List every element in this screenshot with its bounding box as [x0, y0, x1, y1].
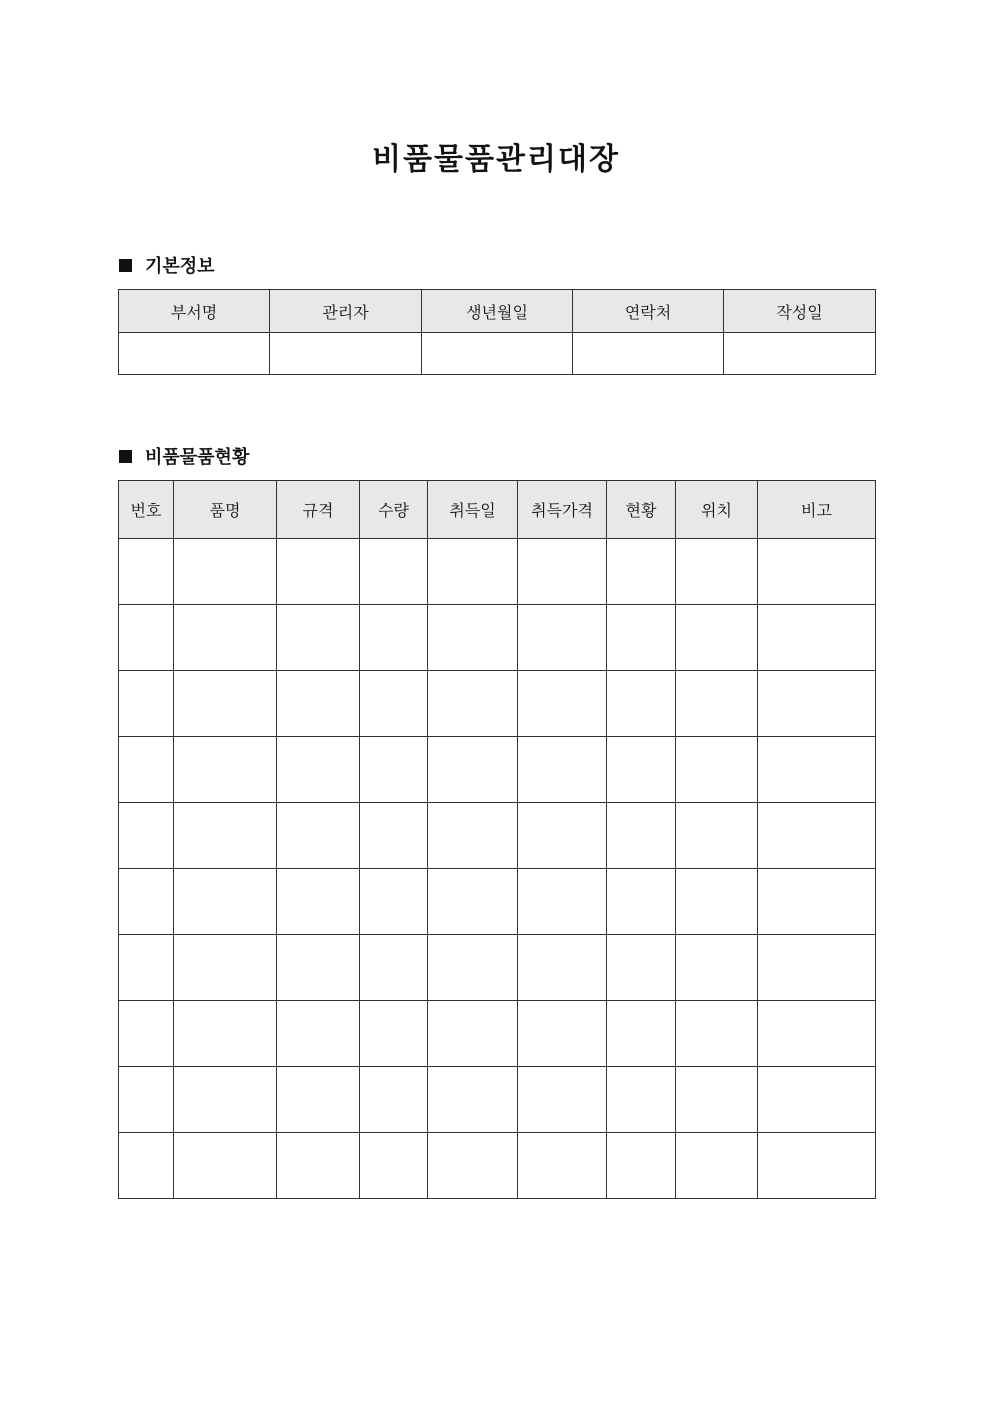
table-cell[interactable]	[174, 1133, 277, 1199]
table-cell[interactable]	[607, 935, 676, 1001]
table-cell[interactable]	[758, 1001, 876, 1067]
table-cell[interactable]	[758, 935, 876, 1001]
section-heading-basic-info	[119, 252, 215, 278]
column-header: 비고	[758, 481, 876, 539]
table-row	[119, 605, 876, 671]
table-cell[interactable]	[119, 869, 174, 935]
table-cell[interactable]	[428, 737, 518, 803]
table-cell[interactable]	[119, 539, 174, 605]
table-cell[interactable]	[428, 539, 518, 605]
table-cell[interactable]	[174, 935, 277, 1001]
table-cell[interactable]	[174, 1001, 277, 1067]
column-header: 작성일	[724, 290, 876, 333]
table-header-row	[119, 290, 876, 333]
table-cell[interactable]	[428, 671, 518, 737]
table-cell[interactable]	[360, 869, 428, 935]
column-header: 위치	[676, 481, 758, 539]
table-cell[interactable]	[174, 671, 277, 737]
table-cell[interactable]	[277, 737, 360, 803]
table-header-row	[119, 481, 876, 539]
table-cell[interactable]	[758, 737, 876, 803]
table-cell[interactable]	[607, 1067, 676, 1133]
table-cell-contact[interactable]	[573, 333, 724, 375]
table-cell[interactable]	[428, 803, 518, 869]
table-cell[interactable]	[758, 869, 876, 935]
table-cell[interactable]	[758, 1067, 876, 1133]
table-cell[interactable]	[607, 1133, 676, 1199]
inventory-table-body	[119, 539, 876, 1199]
column-header: 현황	[607, 481, 676, 539]
table-cell[interactable]	[277, 671, 360, 737]
table-cell[interactable]	[607, 605, 676, 671]
table-cell[interactable]	[607, 869, 676, 935]
table-cell[interactable]	[277, 869, 360, 935]
table-cell[interactable]	[518, 935, 607, 1001]
table-cell[interactable]	[676, 1067, 758, 1133]
table-cell[interactable]	[119, 605, 174, 671]
table-cell[interactable]	[119, 935, 174, 1001]
column-header: 취득일	[428, 481, 518, 539]
table-cell[interactable]	[676, 935, 758, 1001]
table-cell[interactable]	[518, 671, 607, 737]
table-cell[interactable]	[428, 1067, 518, 1133]
table-cell[interactable]	[428, 869, 518, 935]
table-row	[119, 1133, 876, 1199]
table-row	[119, 539, 876, 605]
table-cell[interactable]	[277, 1067, 360, 1133]
table-cell[interactable]	[277, 1133, 360, 1199]
table-cell[interactable]	[676, 605, 758, 671]
table-cell[interactable]	[758, 1133, 876, 1199]
table-cell-date-written[interactable]	[724, 333, 876, 375]
table-cell[interactable]	[360, 1001, 428, 1067]
table-cell[interactable]	[360, 935, 428, 1001]
table-cell[interactable]	[360, 1133, 428, 1199]
table-cell[interactable]	[119, 1067, 174, 1133]
table-cell[interactable]	[758, 803, 876, 869]
table-cell[interactable]	[518, 869, 607, 935]
table-cell[interactable]	[676, 539, 758, 605]
table-row	[119, 333, 876, 375]
table-cell[interactable]	[174, 869, 277, 935]
table-cell-department[interactable]	[119, 333, 270, 375]
table-cell[interactable]	[174, 1067, 277, 1133]
table-cell[interactable]	[607, 737, 676, 803]
table-cell[interactable]	[428, 1133, 518, 1199]
table-cell[interactable]	[676, 1133, 758, 1199]
table-cell[interactable]	[518, 737, 607, 803]
table-cell-birthdate[interactable]	[422, 333, 573, 375]
table-row	[119, 671, 876, 737]
table-cell-manager[interactable]	[270, 333, 422, 375]
table-cell[interactable]	[518, 803, 607, 869]
table-cell[interactable]	[676, 737, 758, 803]
table-cell[interactable]	[174, 803, 277, 869]
table-cell[interactable]	[428, 1001, 518, 1067]
table-row	[119, 935, 876, 1001]
page-title: 비품물품관리대장	[372, 142, 620, 177]
table-cell[interactable]	[518, 539, 607, 605]
table-cell[interactable]	[428, 605, 518, 671]
table-cell[interactable]	[676, 803, 758, 869]
table-cell[interactable]	[277, 935, 360, 1001]
table-cell[interactable]	[174, 605, 277, 671]
basic-info-table	[118, 289, 876, 375]
column-header: 취득가격	[518, 481, 607, 539]
column-header: 규격	[277, 481, 360, 539]
table-cell[interactable]	[119, 671, 174, 737]
table-cell[interactable]	[607, 539, 676, 605]
table-cell[interactable]	[518, 605, 607, 671]
table-row	[119, 869, 876, 935]
table-cell[interactable]	[174, 539, 277, 605]
table-cell[interactable]	[277, 803, 360, 869]
table-cell[interactable]	[428, 935, 518, 1001]
column-header: 관리자	[270, 290, 422, 333]
table-cell[interactable]	[607, 803, 676, 869]
table-cell[interactable]	[360, 803, 428, 869]
square-bullet-icon	[119, 450, 132, 463]
table-row	[119, 737, 876, 803]
table-cell[interactable]	[360, 737, 428, 803]
table-cell[interactable]	[360, 605, 428, 671]
table-cell[interactable]	[758, 539, 876, 605]
column-header: 번호	[119, 481, 174, 539]
table-cell[interactable]	[277, 1001, 360, 1067]
table-cell[interactable]	[518, 1133, 607, 1199]
column-header: 수량	[360, 481, 428, 539]
section-heading-label: 비품물품현황	[145, 447, 250, 468]
table-cell[interactable]	[607, 1001, 676, 1067]
table-row	[119, 1067, 876, 1133]
column-header: 품명	[174, 481, 277, 539]
table-cell[interactable]	[360, 539, 428, 605]
table-cell[interactable]	[360, 1067, 428, 1133]
table-cell[interactable]	[119, 1133, 174, 1199]
table-cell[interactable]	[758, 605, 876, 671]
table-row	[119, 1001, 876, 1067]
column-header: 연락처	[573, 290, 724, 333]
column-header: 부서명	[119, 290, 270, 333]
table-cell[interactable]	[676, 671, 758, 737]
table-cell[interactable]	[360, 671, 428, 737]
inventory-table	[118, 480, 876, 1199]
table-cell[interactable]	[277, 605, 360, 671]
table-cell[interactable]	[676, 869, 758, 935]
table-cell[interactable]	[607, 671, 676, 737]
table-cell[interactable]	[119, 803, 174, 869]
table-cell[interactable]	[758, 671, 876, 737]
table-cell[interactable]	[119, 1001, 174, 1067]
section-heading-inventory	[119, 443, 249, 469]
table-cell[interactable]	[119, 737, 174, 803]
table-cell[interactable]	[518, 1067, 607, 1133]
table-cell[interactable]	[174, 737, 277, 803]
table-cell[interactable]	[277, 539, 360, 605]
column-header: 생년월일	[422, 290, 573, 333]
table-cell[interactable]	[518, 1001, 607, 1067]
section-heading-label: 기본정보	[145, 256, 215, 277]
square-bullet-icon	[119, 259, 132, 272]
table-cell[interactable]	[676, 1001, 758, 1067]
table-row	[119, 803, 876, 869]
